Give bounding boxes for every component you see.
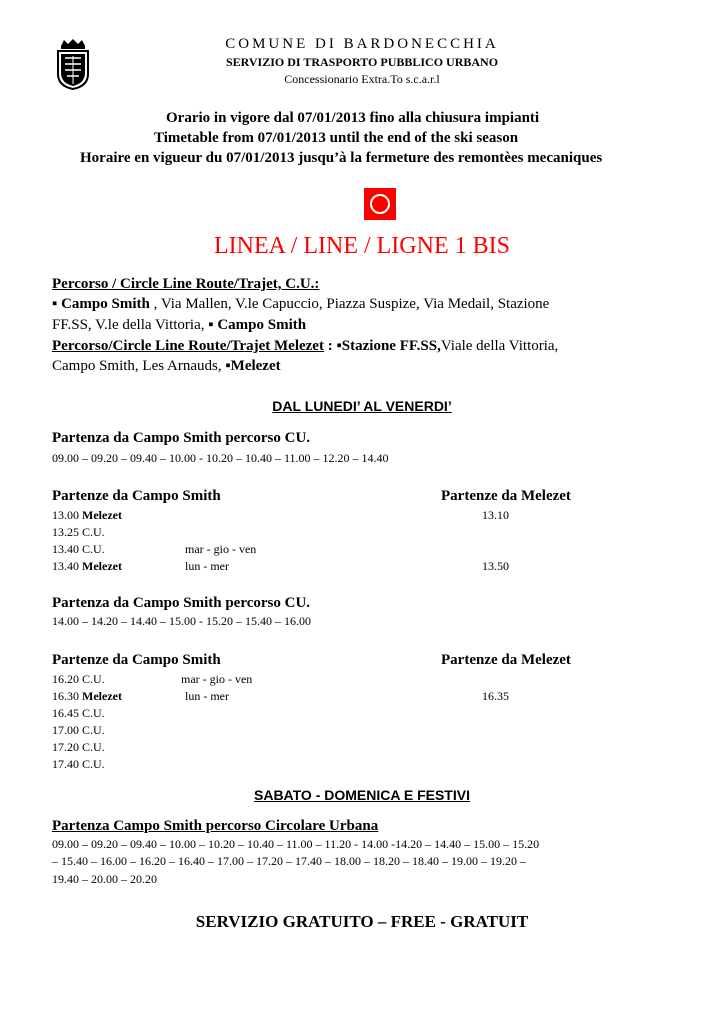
validity-italian: Orario in vigore dal 07/01/2013 fino alla chiusura impianti xyxy=(166,110,540,126)
weekend-times-line2: – 15.40 – 16.00 – 16.20 – 16.40 – 17.00 – 17.20 – 17.40 – 18.00 – 18.20 – 18.40 – 19.00 – 19.20 – xyxy=(52,854,526,868)
days-label: lun - mer xyxy=(185,559,229,573)
weekdays-block1-title: Partenza da Campo Smith percorso CU. xyxy=(52,430,311,446)
table-row: 17.20 C.U. xyxy=(52,740,105,754)
route2-end-stop: Melezet xyxy=(230,358,281,374)
bullet: ▪ xyxy=(52,296,62,312)
melezet-time: 16.35 xyxy=(482,689,509,703)
route2-line2 xyxy=(52,358,281,375)
table-row: 17.40 C.U. xyxy=(52,757,105,771)
melezet-time: 13.50 xyxy=(482,559,509,573)
validity-english: Timetable from 07/01/2013 until the end of the ski season xyxy=(154,130,519,146)
route1-line2 xyxy=(52,317,306,334)
table-row: 16.20 C.U. xyxy=(52,672,105,686)
route2-line1 xyxy=(52,338,558,355)
weekdays-heading: DAL LUNEDI’ AL VENERDI’ xyxy=(272,398,452,414)
table-row: 13.40 C.U. xyxy=(52,542,105,556)
weekend-heading: SABATO - DOMENICA E FESTIVI xyxy=(254,787,470,803)
days-label: lun - mer xyxy=(185,689,229,703)
bullet: ▪ xyxy=(225,358,231,374)
table-row: 16.45 C.U. xyxy=(52,706,105,720)
weekdays-block3-title: Partenza da Campo Smith percorso CU. xyxy=(52,595,311,611)
free-service-notice: SERVIZIO GRATUITO – FREE - GRATUIT xyxy=(195,912,529,931)
route1-line1 xyxy=(52,296,549,313)
bullet: ▪ xyxy=(208,317,218,333)
weekdays-block1-times: 09.00 – 09.20 – 09.40 – 10.00 - 10.20 – 10.40 – 11.00 – 12.20 – 14.40 xyxy=(52,451,389,465)
municipality-name: COMUNE DI BARDONECCHIA xyxy=(225,36,499,52)
route2-start-stop: Stazione FF.SS, xyxy=(341,338,441,354)
route2-rest1: Viale della Vittoria, xyxy=(440,338,559,354)
route1-middle: , Via Mallen, V.le Capuccio, Piazza Suspize, Via Medail, Stazione xyxy=(149,296,550,312)
line-title: LINEA / LINE / LIGNE 1 BIS xyxy=(214,233,510,259)
table-row: 13.25 C.U. xyxy=(52,525,105,539)
weekend-title: Partenza Campo Smith percorso Circolare Urbana xyxy=(52,818,379,834)
table-row: 13.40 Melezet xyxy=(52,559,122,573)
days-label: mar - gio - ven xyxy=(181,672,253,686)
circle-line-icon xyxy=(364,188,396,220)
route2-colon: : xyxy=(323,338,337,354)
days-label: mar - gio - ven xyxy=(185,542,257,556)
route1-start-stop: Campo Smith xyxy=(61,296,150,312)
bullet: ▪ xyxy=(336,338,342,354)
route2-heading: Percorso/Circle Line Route/Trajet Melezet xyxy=(52,338,324,354)
weekdays-block4-left-title: Partenze da Campo Smith xyxy=(52,652,221,668)
weekend-times-line3: 19.40 – 20.00 – 20.20 xyxy=(52,872,157,886)
weekdays-block3-times: 14.00 – 14.20 – 14.40 – 15.00 - 15.20 – 15.40 – 16.00 xyxy=(52,614,311,628)
melezet-time: 13.10 xyxy=(482,508,509,522)
route1-line2-text: FF.SS, V.le della Vittoria, xyxy=(52,317,209,333)
weekdays-block2-right-title: Partenze da Melezet xyxy=(441,488,571,504)
route1-heading: Percorso / Circle Line Route/Trajet, C.U.: xyxy=(52,276,320,292)
weekdays-block4-right-title: Partenze da Melezet xyxy=(441,652,571,668)
route2-rest2: Campo Smith, Les Arnauds, xyxy=(52,358,226,374)
table-row: 17.00 C.U. xyxy=(52,723,105,737)
concessionaire: Concessionario Extra.To s.c.a.r.l xyxy=(284,72,440,86)
route1-end-stop: Campo Smith xyxy=(217,317,307,333)
service-name: SERVIZIO DI TRASPORTO PUBBLICO URBANO xyxy=(225,55,499,69)
weekdays-block2-left-title: Partenze da Campo Smith xyxy=(52,488,221,504)
weekend-times-line1: 09.00 – 09.20 – 09.40 – 10.00 – 10.20 – 10.40 – 11.00 – 11.20 - 14.00 -14.20 – 14.40 – 15.00 – 15.20 xyxy=(52,837,540,851)
table-row: 13.00 Melezet xyxy=(52,508,122,522)
table-row: 16.30 Melezet xyxy=(52,689,122,703)
validity-french: Horaire en vigueur du 07/01/2013 jusqu’à la fermeture des remontèes mecaniques xyxy=(80,150,603,166)
